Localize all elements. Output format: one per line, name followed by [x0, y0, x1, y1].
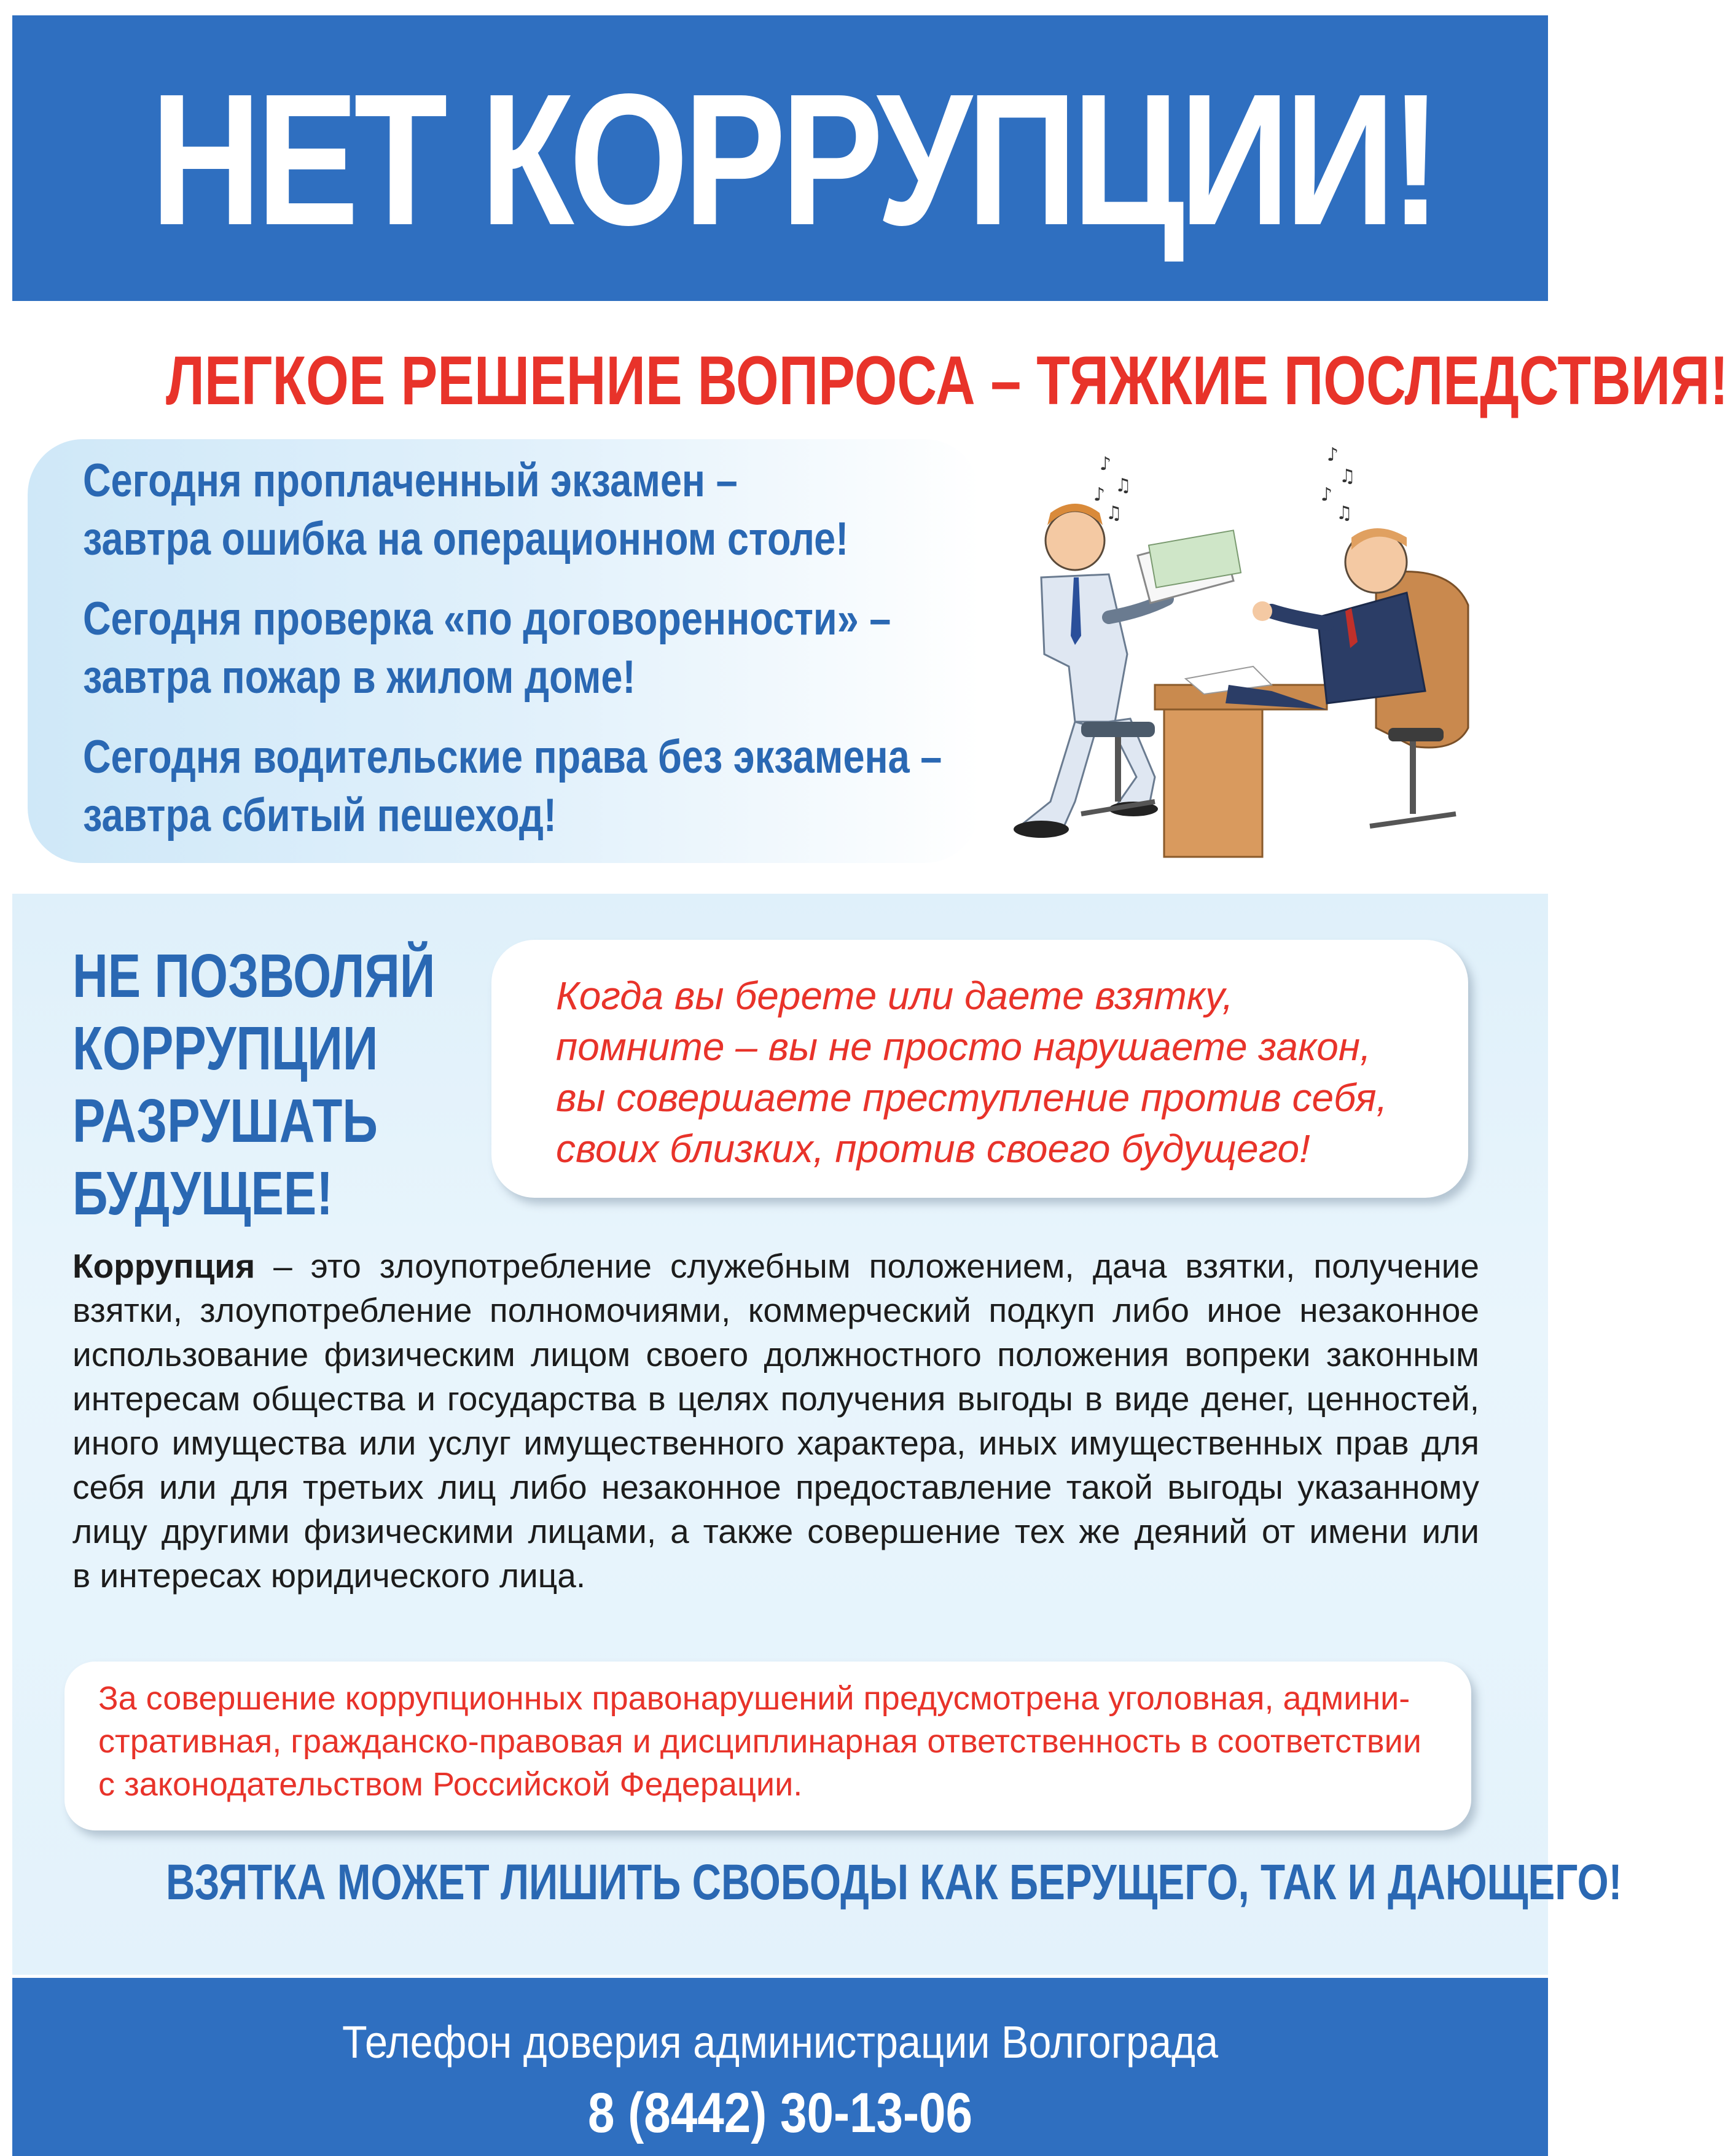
liability-text: [98, 1677, 1456, 1806]
slogan-line: РАЗРУШАТЬ: [72, 1087, 378, 1155]
definition-line: интересам общества и государства в целях получения выгоды в виде денег, ценностей,: [72, 1380, 1479, 1418]
quote-line: помните – вы не просто нарушаете закон,: [556, 1025, 1371, 1069]
consequence-item: [83, 590, 899, 706]
definition-line: себя или для третьих лиц либо незаконное предоставление такой выгоды указанному: [72, 1468, 1479, 1506]
svg-text:♫: ♫: [1339, 466, 1356, 487]
page-title: НЕТ КОРРУПЦИИ!: [151, 55, 1437, 264]
music-notes-icon: [1093, 444, 1356, 524]
liability-line: с законодательством Российской Федерации.: [98, 1766, 803, 1803]
slogan: [72, 940, 456, 1230]
quote-text: [556, 971, 1477, 1174]
envelope-icon: [1138, 530, 1241, 603]
definition-line: [72, 1244, 1479, 1288]
consequence-item: [83, 451, 899, 568]
definition-line: использование физическим лицом своего должностного положения вопреки законным: [72, 1335, 1479, 1373]
consequence-line: завтра пожар в жилом доме!: [83, 651, 636, 703]
definition-line: иного имущества или услуг имущественного характера, иных имущественных прав для: [72, 1424, 1479, 1462]
svg-text:♫: ♫: [1336, 502, 1353, 524]
svg-text:♪: ♪: [1100, 453, 1112, 475]
liability-line: За совершение коррупционных правонарушений предусмотрена уголовная, админи-: [98, 1680, 1410, 1717]
quote-line: своих близких, против своего будущего!: [556, 1127, 1310, 1171]
definition-term: Коррупция: [72, 1247, 256, 1285]
hotline-phone: 8 (8442) 30-13-06: [587, 2082, 973, 2144]
slogan-line: КОРРУПЦИИ: [72, 1014, 378, 1083]
svg-text:♫: ♫: [1115, 475, 1132, 496]
definition-line: в интересах юридического лица.: [72, 1556, 586, 1595]
subtitle: ЛЕГКОЕ РЕШЕНИЕ ВОПРОСА – ТЯЖКИЕ ПОСЛЕДСТВИЯ!: [166, 342, 1728, 419]
corruption-definition: [72, 1244, 1479, 1598]
definition-text: – это злоупотребление служебным положением, дача взятки, получение: [255, 1247, 1479, 1285]
liability-line: стративная, гражданско-правовая и дисциплинарная ответственность в соответствии: [98, 1723, 1421, 1760]
consequence-line: Сегодня водительские права без экзамена –: [83, 731, 942, 783]
svg-text:♪: ♪: [1093, 484, 1106, 506]
quote-line: вы совершаете преступление против себя,: [556, 1076, 1388, 1120]
consequence-item: [83, 728, 942, 845]
slogan-line: БУДУЩЕЕ!: [72, 1159, 333, 1228]
consequence-line: завтра ошибка на операционном столе!: [83, 513, 849, 565]
svg-text:♫: ♫: [1106, 502, 1122, 524]
quote-line: Когда вы берете или даете взятку,: [556, 974, 1233, 1018]
hotline-label: Телефон доверия администрации Волгограда: [342, 2017, 1218, 2068]
definition-line: лицу другими физическими лицами, а также совершение тех же деяний от имени или: [72, 1512, 1479, 1550]
slogan-line: НЕ ПОЗВОЛЯЙ: [72, 942, 436, 1010]
svg-text:♪: ♪: [1327, 444, 1339, 466]
consequence-line: завтра сбитый пешеход!: [83, 789, 557, 842]
consequence-line: Сегодня проплаченный экзамен –: [83, 455, 738, 507]
bribe-warning: ВЗЯТКА МОЖЕТ ЛИШИТЬ СВОБОДЫ КАК БЕРУЩЕГО, ТАК И ДАЮЩЕГО!: [166, 1854, 1622, 1910]
bribe-illustration: [983, 433, 1487, 875]
definition-line: взятки, злоупотребление полномочиями, коммерческий подкуп либо иное незаконное: [72, 1291, 1479, 1329]
svg-text:♪: ♪: [1321, 484, 1333, 506]
consequence-line: Сегодня проверка «по договоренности» –: [83, 593, 891, 645]
